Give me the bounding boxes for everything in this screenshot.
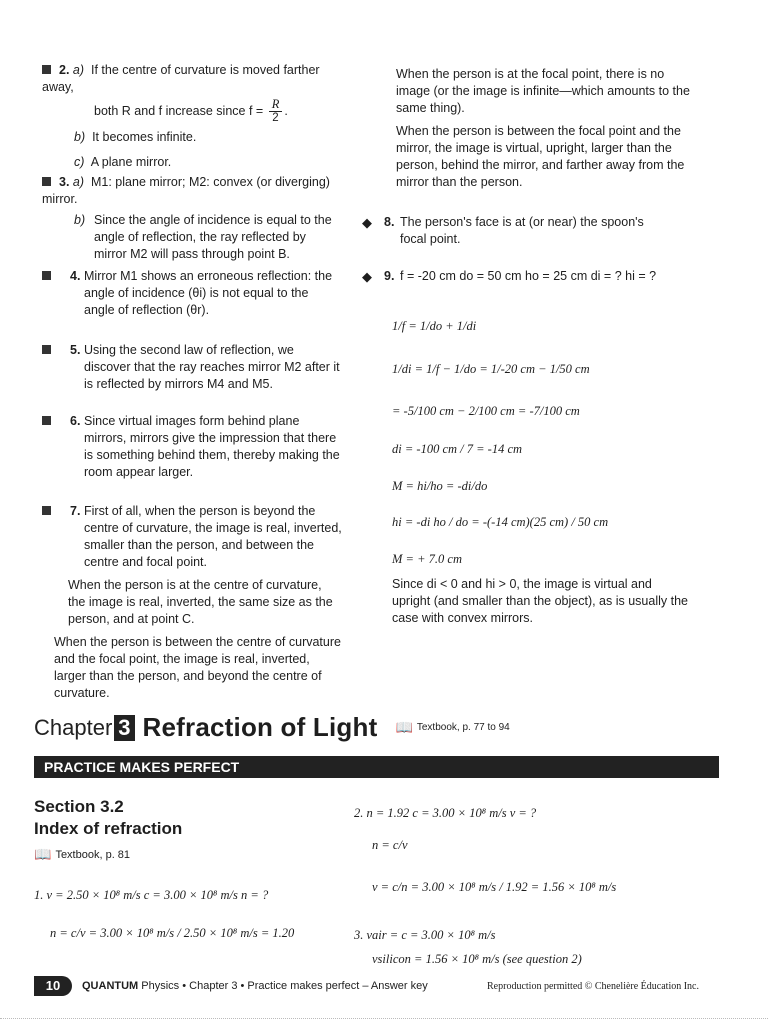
footer-brand: QUANTUM (82, 980, 139, 992)
question-3: 3. a) M1: plane mirror; M2: convex (or diverging) mirror. b) Since the angle of incidence is equal to the angle of reflection, the ray reflected by mirror M2 will pass through point B. (42, 175, 332, 261)
section-number: Section 3.2 (34, 797, 124, 816)
question-7: 7. First of all, when the person is beyond the centre of curvature, the image is real, inverted, smaller than the person, and between the centre and focal point. When the person is at the centre of curvature, the image is real, inverted, the same size as the person, and at point C. When the person is between the centre of curvature and the focal point, the image is real, inverted, larger than the person, and beyond the centre of curvature. (42, 503, 342, 702)
problem-1-equation: n = c/v = 3.00 × 10⁸ m/s / 2.50 × 10⁸ m/s = 1.20 (50, 926, 295, 940)
question-8: ◆ 8. The person's face is at (or near) the spoon's focal point. (362, 215, 644, 246)
question-7-continued: When the person is at the focal point, there is no image (or the image is infinite—which amounts to the same thing). When the person is between the focal point and the mirror, the image is virtual, upright, larger than the person, behind the mirror, and farther away from the mirror than the person. (396, 67, 690, 189)
problem-2-equation-1: n = c/v (372, 838, 408, 852)
problem-1-given: 1. v = 2.50 × 10⁸ m/s c = 3.00 × 10⁸ m/s n = ? (34, 888, 269, 902)
question-9: ◆ 9. f = -20 cm do = 50 cm ho = 25 cm di = ? hi = ? (362, 269, 657, 284)
bottom-divider (0, 1018, 768, 1019)
footer-copyright: Reproduction permitted © Chenelière Éducation Inc. (487, 980, 699, 992)
section-title: Index of refraction (34, 819, 183, 838)
q9-equation-2: 1/di = 1/f − 1/do = 1/-20 cm − 1/50 cm (392, 362, 590, 376)
fraction-r-over-2: $\frac{R}{2}$ (269, 98, 283, 125)
footer (34, 976, 699, 996)
problem-2-equation-2: v = c/n = 3.00 × 10⁸ m/s / 1.92 = 1.56 × 10⁸ m/s (372, 880, 617, 894)
question-5: 5. Using the second law of reflection, we discover that the ray reaches mirror M2 after it is reflected by mirrors M4 and M5. (42, 342, 342, 393)
square-bullet-icon (42, 345, 51, 354)
question-2: 2. a) If the centre of curvature is moved farther away, both R and f increase since f = $\frac{R}{2}$ . b) It becomes infinite. c) A plane mirror. (42, 63, 320, 169)
square-bullet-icon (42, 177, 51, 186)
page-number: 10 (34, 976, 72, 996)
square-bullet-icon (42, 416, 51, 425)
textbook-icon: 📖 (34, 846, 52, 862)
problem-3-line-1: 3. vair = c = 3.00 × 10⁸ m/s (354, 928, 496, 942)
textbook-icon: 📖 (395, 719, 413, 735)
q9-equation-5: M = hi/ho = -di/do (392, 479, 488, 493)
question-6: 6. Since virtual images form behind plane mirrors, mirrors give the impression that there is something behind them, thereby making the room appear larger. (42, 413, 342, 481)
q9-equation-4: di = -100 cm / 7 = -14 cm (392, 442, 523, 456)
q9-equation-3: = -5/100 cm − 2/100 cm = -7/100 cm (392, 404, 580, 418)
square-bullet-icon (42, 65, 51, 74)
chapter-title: Refraction of Light (142, 712, 378, 742)
q9-equation-6: hi = -di ho / do = -(-14 cm)(25 cm) / 50 cm (392, 515, 609, 529)
problem-3-line-2: vsilicon = 1.56 × 10⁸ m/s (see question 2) (372, 952, 582, 966)
square-bullet-icon (42, 271, 51, 280)
q9-magnification-result: M = + 7.0 cm (392, 552, 462, 566)
question-4: 4. Mirror M1 shows an erroneous reflection: the angle of incidence (θi) is not equal to the angle of reflection (θr). (42, 268, 342, 319)
practice-banner: PRACTICE MAKES PERFECT (34, 756, 719, 778)
section-heading: Section 3.2 Index of refraction 📖 Textbook, p. 81 (34, 797, 183, 862)
diamond-bullet-icon: ◆ (362, 215, 372, 230)
square-bullet-icon (42, 506, 51, 515)
footer-text: Physics • Chapter 3 • Practice makes perfect – Answer key (141, 980, 428, 992)
chapter-heading: Chapter 3 Refraction of Light 📖 Textbook, p. 77 to 94 (34, 712, 510, 742)
q9-equation-1: 1/f = 1/do + 1/di (392, 319, 477, 333)
q9-conclusion: Since di < 0 and hi > 0, the image is virtual and upright (and smaller than the object), as is usually the case with convex mirrors. (392, 577, 688, 625)
problem-2-given: 2. n = 1.92 c = 3.00 × 10⁸ m/s v = ? (354, 806, 537, 820)
diamond-bullet-icon: ◆ (362, 269, 372, 284)
chapter-number: 3 (114, 715, 134, 741)
